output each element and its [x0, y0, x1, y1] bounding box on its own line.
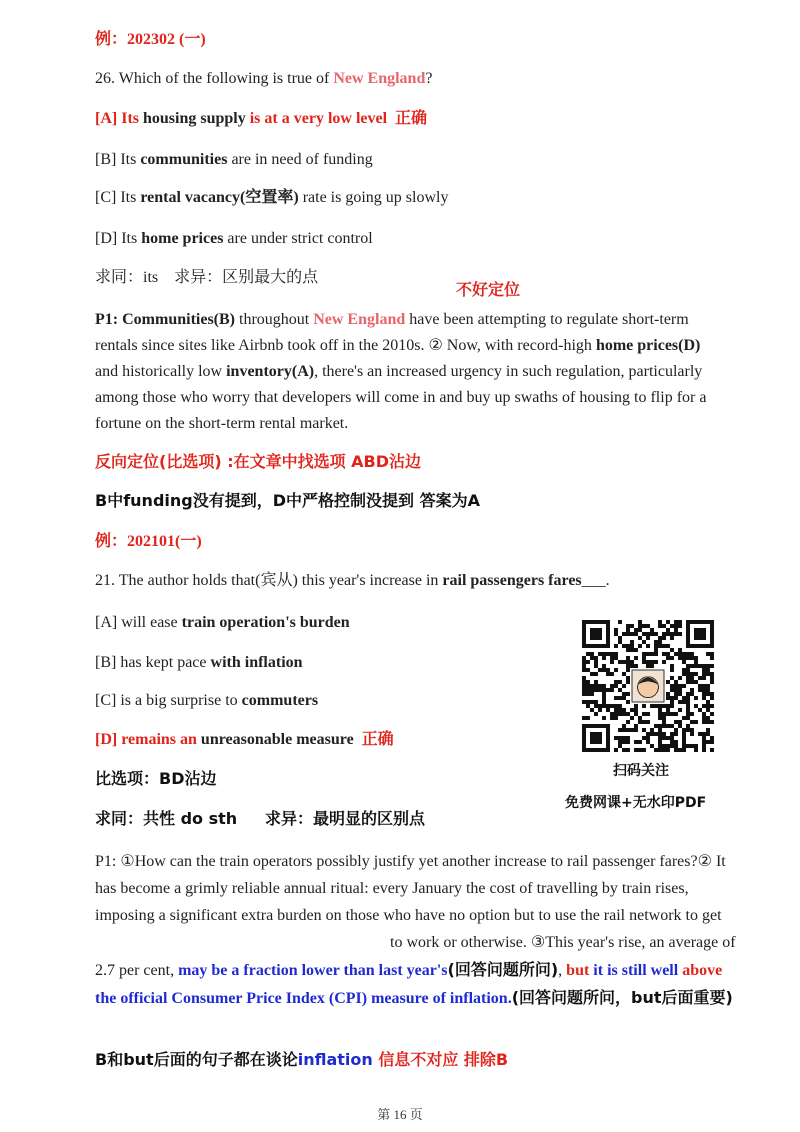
option-b-bold: communities: [140, 151, 228, 168]
tip-same-diff-2: [95, 808, 425, 830]
conclusion-2: [95, 1049, 508, 1072]
option-b-pre: [B] has kept pace: [95, 654, 211, 671]
option-c-pre: [C] is a big surprise to: [95, 692, 242, 709]
p-bold-inventory: inventory(A): [226, 363, 315, 380]
option-b-post: are in need of funding: [227, 151, 373, 168]
p-paren: (回答问题所问，but后面重要): [511, 988, 733, 1007]
p-blue: may be a fraction lower than last year's: [178, 962, 448, 979]
option-a: [95, 612, 350, 634]
p-text: have been attempting to regulate short-term rentals since sites like Airbnb took off in the 2010s. ② Now, with record-high: [95, 311, 689, 354]
p-text: throughout: [235, 311, 314, 328]
option-d-bold: home prices: [141, 230, 224, 247]
diff-text: 求异：最明显的区别点: [265, 809, 426, 828]
stem-text: 21. The author holds that(宾从) this year's increase in: [95, 572, 443, 589]
stem-blank: ___.: [581, 572, 610, 589]
option-d-bold: unreasonable measure: [196, 731, 354, 748]
option-d: [95, 728, 394, 751]
note-reverse-locate: 反向定位(比选项) :在文章中找选项 ABD沾边: [95, 452, 422, 471]
option-a: [95, 107, 427, 130]
diff-label: 求异：: [174, 267, 223, 286]
tip-same-diff-1: [95, 266, 318, 289]
question-26-stem: [95, 68, 432, 90]
option-a-bold: housing supply: [143, 110, 246, 127]
option-d-post: are under strict control: [223, 230, 373, 247]
option-d-red: [D] remains an: [95, 731, 197, 748]
example-code: 202101(一): [127, 533, 202, 550]
qr-caption-free: 免费网课+无水印PDF: [565, 795, 707, 811]
option-a-red: is at a very low level: [245, 110, 388, 127]
p-paren: (回答问题所问): [447, 960, 559, 979]
option-c-post: rate is going up slowly: [298, 189, 449, 206]
p-blue: it is still well: [589, 962, 683, 979]
qr-finder: [694, 628, 706, 640]
option-a-pre: [A] will ease: [95, 614, 182, 631]
stem-end: ?: [425, 70, 433, 87]
p-text: and historically low: [95, 363, 227, 380]
qr-code-image: [582, 620, 714, 752]
note-compare-options: 比选项：BD沾边: [95, 769, 217, 788]
passage-paragraph-1: [95, 307, 715, 437]
option-b-bold: with inflation: [210, 654, 303, 671]
option-b: [95, 652, 303, 674]
highlight-new-england: New England: [313, 311, 406, 328]
p-text: P1: ①How can the train operators possibly justify yet another increase to rail passenger fares?② It has become a grimly reliable annual ritual: every January the cost of travelling by train rises, imposing a significant extra burden on those who have no option but to use the rail network to get: [95, 853, 726, 924]
p-text: , there's an increased urgency in such regulation, particularly among those who worry that developers will come in and buy up swaths of housing to flip for a fortune on the short-term rental market.: [95, 363, 707, 432]
example-code: 202302 (一): [127, 31, 206, 48]
option-c: [95, 690, 318, 712]
p-red-but: but: [566, 962, 590, 979]
verdict-correct: 正确: [395, 108, 428, 127]
p-text: ,: [558, 962, 567, 979]
p-red-above: above: [682, 962, 723, 979]
option-b: [95, 149, 373, 171]
option-a-letter: [A] Its: [95, 110, 143, 127]
stem-text: 26. Which of the following is true of: [95, 70, 334, 87]
option-b-pre: [B] Its: [95, 151, 141, 168]
option-c-bold: commuters: [241, 692, 319, 709]
conc-text: B和but后面的句子都在谈论: [95, 1050, 298, 1069]
p-text: or otherwise. ③This year's rise, an average of 2.7 per cent,: [95, 934, 736, 979]
p-text: to work: [390, 934, 440, 951]
passage-paragraph-2: [95, 848, 740, 1012]
option-d-pre: [D] Its: [95, 230, 142, 247]
example-label-2: [95, 530, 202, 553]
conc-red: 信息不对应 排除B: [372, 1050, 509, 1069]
highlight-new-england: New England: [333, 70, 426, 87]
verdict-correct: 正确: [361, 729, 394, 748]
question-21-stem: [95, 570, 610, 592]
p-bold-home-prices: home prices(D): [595, 337, 701, 354]
option-c-pre: [C] Its: [95, 189, 141, 206]
p-blue: the official Consumer Price Index (CPI) measure of inflation.: [95, 990, 512, 1007]
stem-bold: rail passengers fares: [442, 572, 582, 589]
conc-inflation: inflation: [297, 1050, 373, 1069]
note-hard-to-locate: 不好定位: [456, 280, 521, 299]
conclusion-1: B中funding没有提到，D中严格控制没提到 答案为A: [95, 491, 480, 510]
option-a-bold: train operation's burden: [181, 614, 350, 631]
option-d: [95, 228, 373, 250]
qr-caption-follow: 扫码关注: [613, 763, 669, 779]
same-text: its: [143, 269, 159, 286]
same-text: 求同：共性 do sth: [95, 809, 238, 828]
qr-finder: [590, 628, 602, 640]
qr-finder: [590, 732, 602, 744]
example-label-1: [95, 28, 206, 51]
diff-text: 区别最大的点: [222, 267, 319, 286]
option-c: [95, 187, 448, 209]
p-lead: P1:: [95, 311, 123, 328]
example-prefix: 例：: [95, 531, 128, 550]
example-prefix: 例：: [95, 29, 128, 48]
option-c-bold: rental vacancy(空置率): [140, 189, 299, 206]
page-number: 第 16 页: [377, 1107, 423, 1122]
same-label: 求同：: [95, 267, 144, 286]
p-bold-communities: Communities(B): [122, 311, 235, 328]
